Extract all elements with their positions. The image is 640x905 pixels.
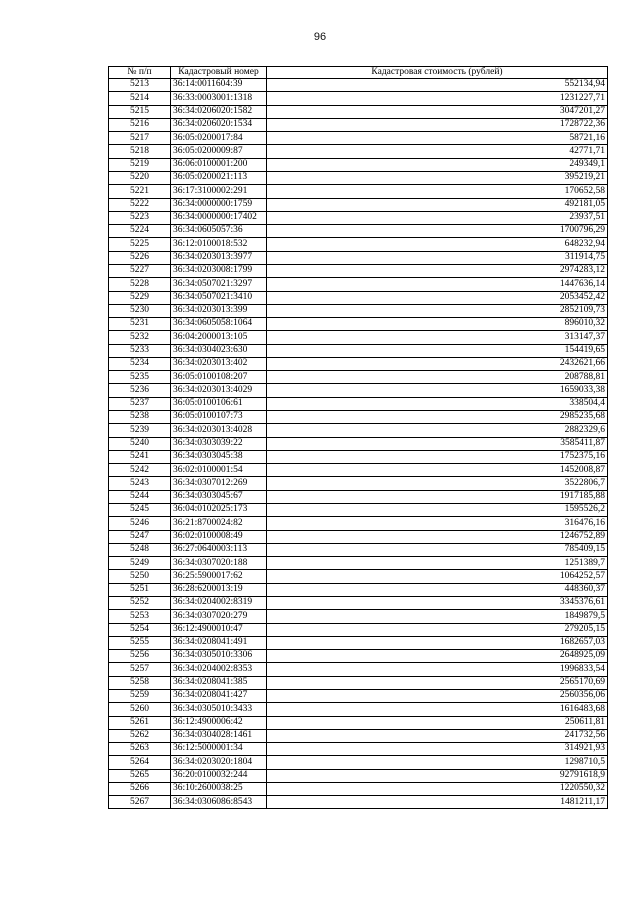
cell-cadastral-value: 785409,15 xyxy=(267,543,608,556)
cell-cadastral-number: 36:04:0102025:173 xyxy=(171,504,267,517)
cell-cadastral-number: 36:34:0204002:8353 xyxy=(171,663,267,676)
table-row xyxy=(109,384,608,397)
cell-number: 5234 xyxy=(109,357,171,370)
cell-number: 5227 xyxy=(109,264,171,277)
cell-cadastral-value: 279205,15 xyxy=(267,623,608,636)
cell-cadastral-value: 316476,16 xyxy=(267,517,608,530)
cell-cadastral-value: 42771,71 xyxy=(267,145,608,158)
table-row xyxy=(109,689,608,702)
cell-cadastral-value: 23937,51 xyxy=(267,211,608,224)
cadastral-value-table xyxy=(108,66,608,809)
cell-cadastral-value: 1659033,38 xyxy=(267,384,608,397)
cell-cadastral-number: 36:34:0203013:4028 xyxy=(171,424,267,437)
table-row xyxy=(109,118,608,131)
cell-cadastral-value: 648232,94 xyxy=(267,238,608,251)
cell-cadastral-number: 36:02:0100001:54 xyxy=(171,464,267,477)
table-row xyxy=(109,225,608,238)
cell-cadastral-number: 36:34:0305010:3433 xyxy=(171,703,267,716)
table-row xyxy=(109,105,608,118)
table-row xyxy=(109,424,608,437)
cell-number: 5229 xyxy=(109,291,171,304)
cell-number: 5267 xyxy=(109,796,171,809)
table-row xyxy=(109,610,608,623)
cell-cadastral-value: 314921,93 xyxy=(267,743,608,756)
cell-cadastral-number: 36:12:4900010:47 xyxy=(171,623,267,636)
cell-cadastral-number: 36:12:4900006:42 xyxy=(171,716,267,729)
cell-cadastral-number: 36:34:0303045:38 xyxy=(171,450,267,463)
cell-cadastral-number: 36:27:0640003:113 xyxy=(171,543,267,556)
cell-cadastral-value: 3522806,7 xyxy=(267,477,608,490)
cell-cadastral-number: 36:34:0605057:36 xyxy=(171,225,267,238)
cell-cadastral-value: 58721,16 xyxy=(267,132,608,145)
cell-cadastral-value: 311914,75 xyxy=(267,251,608,264)
table-row xyxy=(109,663,608,676)
cell-number: 5241 xyxy=(109,450,171,463)
cell-number: 5226 xyxy=(109,251,171,264)
table-row xyxy=(109,543,608,556)
cell-cadastral-number: 36:21:8700024:82 xyxy=(171,517,267,530)
cell-number: 5242 xyxy=(109,464,171,477)
cell-cadastral-number: 36:10:2600038:25 xyxy=(171,782,267,795)
cell-number: 5266 xyxy=(109,782,171,795)
cell-cadastral-value: 2560356,06 xyxy=(267,689,608,702)
cell-cadastral-value: 170652,58 xyxy=(267,185,608,198)
cell-cadastral-number: 36:05:0100106:61 xyxy=(171,397,267,410)
cell-number: 5221 xyxy=(109,185,171,198)
cell-cadastral-number: 36:17:3100002:291 xyxy=(171,185,267,198)
cell-cadastral-number: 36:34:0304023:630 xyxy=(171,344,267,357)
cell-cadastral-value: 1728722,36 xyxy=(267,118,608,131)
table-row xyxy=(109,437,608,450)
table-body xyxy=(109,79,608,809)
cell-number: 5231 xyxy=(109,318,171,331)
table-row xyxy=(109,477,608,490)
cell-cadastral-number: 36:34:0507021:3410 xyxy=(171,291,267,304)
cell-cadastral-number: 36:33:0003001:1318 xyxy=(171,92,267,105)
cell-number: 5258 xyxy=(109,676,171,689)
cell-cadastral-value: 1917185,88 xyxy=(267,490,608,503)
table-row xyxy=(109,504,608,517)
cell-number: 5213 xyxy=(109,79,171,92)
cell-cadastral-number: 36:34:0208041:491 xyxy=(171,636,267,649)
table-row xyxy=(109,278,608,291)
cell-cadastral-value: 3345376,61 xyxy=(267,596,608,609)
cell-cadastral-value: 1231227,71 xyxy=(267,92,608,105)
cell-cadastral-number: 36:34:0305010:3306 xyxy=(171,650,267,663)
cell-number: 5224 xyxy=(109,225,171,238)
cell-cadastral-value: 448360,37 xyxy=(267,583,608,596)
header-cadastral-number: Кадастровый номер xyxy=(171,67,267,79)
cell-cadastral-value: 338504,4 xyxy=(267,397,608,410)
cell-number: 5247 xyxy=(109,530,171,543)
cell-number: 5222 xyxy=(109,198,171,211)
cell-cadastral-value: 1752375,16 xyxy=(267,450,608,463)
table-row xyxy=(109,132,608,145)
cell-cadastral-value: 1849879,5 xyxy=(267,610,608,623)
table-row xyxy=(109,318,608,331)
cell-cadastral-number: 36:28:6200013:19 xyxy=(171,583,267,596)
cell-cadastral-number: 36:34:0303039:22 xyxy=(171,437,267,450)
cell-cadastral-number: 36:05:0200021:113 xyxy=(171,171,267,184)
cell-cadastral-number: 36:34:0203008:1799 xyxy=(171,264,267,277)
cell-number: 5257 xyxy=(109,663,171,676)
cell-cadastral-value: 241732,56 xyxy=(267,729,608,742)
table-row xyxy=(109,729,608,742)
table-row xyxy=(109,171,608,184)
cell-number: 5264 xyxy=(109,756,171,769)
cell-cadastral-value: 2974283,12 xyxy=(267,264,608,277)
cell-number: 5252 xyxy=(109,596,171,609)
cell-cadastral-number: 36:34:0000000:17402 xyxy=(171,211,267,224)
cell-cadastral-value: 395219,21 xyxy=(267,171,608,184)
table-row xyxy=(109,743,608,756)
cell-cadastral-value: 1220550,32 xyxy=(267,782,608,795)
table-row xyxy=(109,211,608,224)
cell-cadastral-number: 36:05:0200009:87 xyxy=(171,145,267,158)
cell-number: 5228 xyxy=(109,278,171,291)
table-row xyxy=(109,411,608,424)
table-row xyxy=(109,796,608,809)
cell-cadastral-value: 492181,05 xyxy=(267,198,608,211)
cell-cadastral-number: 36:34:0307012:269 xyxy=(171,477,267,490)
table-row xyxy=(109,650,608,663)
table-row xyxy=(109,158,608,171)
table-row xyxy=(109,344,608,357)
cell-cadastral-number: 36:20:0100032:244 xyxy=(171,769,267,782)
cell-number: 5219 xyxy=(109,158,171,171)
table-row xyxy=(109,703,608,716)
table-row xyxy=(109,676,608,689)
cell-cadastral-number: 36:14:0011604:39 xyxy=(171,79,267,92)
cell-cadastral-number: 36:34:0208041:385 xyxy=(171,676,267,689)
cell-cadastral-value: 1246752,89 xyxy=(267,530,608,543)
table-row xyxy=(109,464,608,477)
cell-number: 5265 xyxy=(109,769,171,782)
cell-cadastral-number: 36:12:5000001:34 xyxy=(171,743,267,756)
cell-cadastral-value: 2648925,09 xyxy=(267,650,608,663)
cell-cadastral-value: 154419,65 xyxy=(267,344,608,357)
cell-cadastral-number: 36:34:0203013:4029 xyxy=(171,384,267,397)
cell-cadastral-value: 3585411,87 xyxy=(267,437,608,450)
table-row xyxy=(109,769,608,782)
cell-cadastral-value: 552134,94 xyxy=(267,79,608,92)
cell-number: 5259 xyxy=(109,689,171,702)
cell-number: 5255 xyxy=(109,636,171,649)
table-row xyxy=(109,450,608,463)
cell-cadastral-value: 2852109,73 xyxy=(267,304,608,317)
cell-cadastral-value: 208788,81 xyxy=(267,371,608,384)
cell-cadastral-value: 250611,81 xyxy=(267,716,608,729)
table-row xyxy=(109,530,608,543)
cell-cadastral-number: 36:05:0100108:207 xyxy=(171,371,267,384)
table-row xyxy=(109,636,608,649)
cell-cadastral-number: 36:12:0100018:532 xyxy=(171,238,267,251)
cell-cadastral-number: 36:34:0203013:3977 xyxy=(171,251,267,264)
table-row xyxy=(109,145,608,158)
cell-cadastral-number: 36:34:0203020:1804 xyxy=(171,756,267,769)
cell-cadastral-value: 2432621,66 xyxy=(267,357,608,370)
cell-cadastral-value: 1064252,57 xyxy=(267,570,608,583)
cell-cadastral-value: 1682657,03 xyxy=(267,636,608,649)
cell-number: 5232 xyxy=(109,331,171,344)
cell-cadastral-value: 249349,1 xyxy=(267,158,608,171)
cell-cadastral-value: 1595526,2 xyxy=(267,504,608,517)
cell-cadastral-number: 36:34:0605058:1064 xyxy=(171,318,267,331)
header-row xyxy=(109,67,608,79)
table-row xyxy=(109,198,608,211)
table-row xyxy=(109,623,608,636)
cell-number: 5236 xyxy=(109,384,171,397)
cell-number: 5220 xyxy=(109,171,171,184)
table-row xyxy=(109,331,608,344)
cell-number: 5233 xyxy=(109,344,171,357)
table-row xyxy=(109,397,608,410)
table-row xyxy=(109,79,608,92)
cell-number: 5248 xyxy=(109,543,171,556)
cell-number: 5262 xyxy=(109,729,171,742)
cell-number: 5263 xyxy=(109,743,171,756)
cell-number: 5243 xyxy=(109,477,171,490)
table-row xyxy=(109,264,608,277)
table-row xyxy=(109,357,608,370)
cell-cadastral-value: 313147,37 xyxy=(267,331,608,344)
table-row xyxy=(109,596,608,609)
cell-cadastral-value: 2985235,68 xyxy=(267,411,608,424)
cell-cadastral-value: 2882329,6 xyxy=(267,424,608,437)
table-row xyxy=(109,304,608,317)
cell-number: 5251 xyxy=(109,583,171,596)
cell-cadastral-number: 36:34:0208041:427 xyxy=(171,689,267,702)
cell-cadastral-number: 36:34:0307020:279 xyxy=(171,610,267,623)
cell-cadastral-number: 36:34:0303045:67 xyxy=(171,490,267,503)
cell-cadastral-number: 36:34:0000000:1759 xyxy=(171,198,267,211)
cell-cadastral-number: 36:34:0507021:3297 xyxy=(171,278,267,291)
cell-number: 5217 xyxy=(109,132,171,145)
cell-number: 5250 xyxy=(109,570,171,583)
cell-number: 5246 xyxy=(109,517,171,530)
cell-number: 5230 xyxy=(109,304,171,317)
table-row xyxy=(109,490,608,503)
cell-cadastral-value: 1251389,7 xyxy=(267,557,608,570)
cell-cadastral-value: 1996833,54 xyxy=(267,663,608,676)
cell-number: 5215 xyxy=(109,105,171,118)
table-row xyxy=(109,92,608,105)
table-row xyxy=(109,756,608,769)
table-header xyxy=(109,67,608,79)
cell-cadastral-value: 896010,32 xyxy=(267,318,608,331)
table-row xyxy=(109,291,608,304)
cell-number: 5216 xyxy=(109,118,171,131)
cell-cadastral-value: 92791618,9 xyxy=(267,769,608,782)
header-cadastral-value: Кадастровая стоимость (рублей) xyxy=(267,67,608,79)
cell-number: 5238 xyxy=(109,411,171,424)
cell-cadastral-number: 36:34:0306086:8543 xyxy=(171,796,267,809)
cell-cadastral-value: 3047201,27 xyxy=(267,105,608,118)
cell-cadastral-number: 36:34:0307020:188 xyxy=(171,557,267,570)
cell-cadastral-number: 36:34:0304028:1461 xyxy=(171,729,267,742)
table-row xyxy=(109,782,608,795)
cell-number: 5256 xyxy=(109,650,171,663)
cell-cadastral-number: 36:25:5900017:62 xyxy=(171,570,267,583)
cell-number: 5249 xyxy=(109,557,171,570)
cell-cadastral-number: 36:34:0206020:1582 xyxy=(171,105,267,118)
cell-cadastral-number: 36:02:0100008:49 xyxy=(171,530,267,543)
cell-cadastral-value: 2053452,42 xyxy=(267,291,608,304)
cell-cadastral-number: 36:34:0204002:8319 xyxy=(171,596,267,609)
cell-number: 5237 xyxy=(109,397,171,410)
cell-cadastral-value: 2565170,69 xyxy=(267,676,608,689)
cell-cadastral-value: 1452008,87 xyxy=(267,464,608,477)
cell-number: 5260 xyxy=(109,703,171,716)
table-row xyxy=(109,570,608,583)
cell-number: 5245 xyxy=(109,504,171,517)
cell-cadastral-value: 1447636,14 xyxy=(267,278,608,291)
cell-number: 5239 xyxy=(109,424,171,437)
cell-cadastral-number: 36:04:2000013:105 xyxy=(171,331,267,344)
cell-number: 5254 xyxy=(109,623,171,636)
table-row xyxy=(109,251,608,264)
cell-cadastral-number: 36:06:0100001:200 xyxy=(171,158,267,171)
cell-number: 5235 xyxy=(109,371,171,384)
cell-number: 5240 xyxy=(109,437,171,450)
table-row xyxy=(109,185,608,198)
cell-number: 5244 xyxy=(109,490,171,503)
table-row xyxy=(109,238,608,251)
cell-cadastral-number: 36:05:0200017:84 xyxy=(171,132,267,145)
cell-cadastral-number: 36:34:0206020:1534 xyxy=(171,118,267,131)
cell-number: 5261 xyxy=(109,716,171,729)
table-row xyxy=(109,517,608,530)
cell-number: 5253 xyxy=(109,610,171,623)
table-row xyxy=(109,716,608,729)
cell-number: 5223 xyxy=(109,211,171,224)
cell-number: 5214 xyxy=(109,92,171,105)
cell-cadastral-value: 1298710,5 xyxy=(267,756,608,769)
cell-cadastral-number: 36:34:0203013:402 xyxy=(171,357,267,370)
cell-number: 5225 xyxy=(109,238,171,251)
table-row xyxy=(109,557,608,570)
header-number: № п/п xyxy=(109,67,171,79)
cell-cadastral-value: 1700796,29 xyxy=(267,225,608,238)
page-number: 96 xyxy=(313,31,327,43)
table-row xyxy=(109,371,608,384)
cell-cadastral-value: 1616483,68 xyxy=(267,703,608,716)
cell-cadastral-number: 36:05:0100107:73 xyxy=(171,411,267,424)
cell-cadastral-number: 36:34:0203013:399 xyxy=(171,304,267,317)
cell-cadastral-value: 1481211,17 xyxy=(267,796,608,809)
table-row xyxy=(109,583,608,596)
cell-number: 5218 xyxy=(109,145,171,158)
